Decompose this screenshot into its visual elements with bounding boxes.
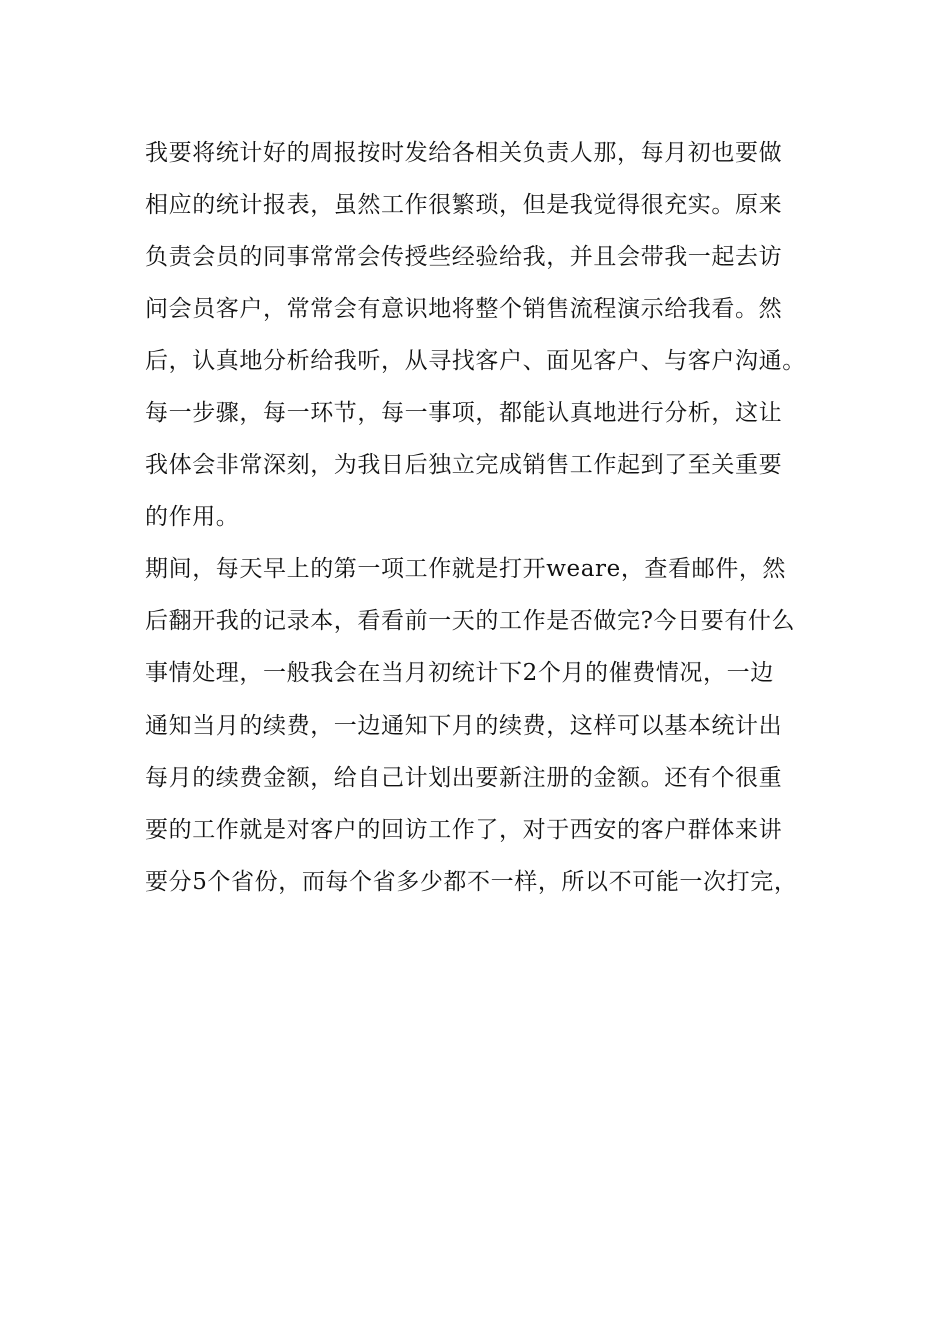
- text-line: 每月的续费金额，给自己计划出要新注册的金额。还有个很重: [145, 764, 783, 791]
- document-body: [145, 127, 835, 908]
- text-line: 要的工作就是对客户的回访工作了，对于西安的客户群体来讲: [145, 816, 783, 843]
- text-line: 负责会员的同事常常会传授些经验给我，并且会带我一起去访: [145, 244, 783, 271]
- text-line: 期间，每天早上的第一项工作就是打开weare，查看邮件，然: [145, 556, 787, 583]
- text-line: 我要将统计好的周报按时发给各相关负责人那，每月初也要做: [145, 140, 783, 166]
- text-line: 要分5个省份，而每个省多少都不一样，所以不可能一次打完，: [145, 868, 798, 895]
- text-line: 后翻开我的记录本，看看前一天的工作是否做完?今日要有什么: [145, 608, 796, 635]
- text-line: 相应的统计报表，虽然工作很繁琐，但是我觉得很充实。原来: [145, 192, 783, 219]
- text-line: 事情处理，一般我会在当月初统计下2个月的催费情况，一边: [145, 660, 774, 687]
- text-line: 后，认真地分析给我听，从寻找客户、面见客户、与客户沟通。: [145, 348, 806, 375]
- text-line: 通知当月的续费，一边通知下月的续费，这样可以基本统计出: [145, 712, 783, 739]
- text-line: 问会员客户，常常会有意识地将整个销售流程演示给我看。然: [145, 296, 783, 323]
- text-line: 的作用。: [145, 504, 240, 531]
- text-line: 每一步骤，每一环节，每一事项，都能认真地进行分析，这让: [145, 400, 783, 427]
- text-line: 我体会非常深刻，为我日后独立完成销售工作起到了至关重要: [145, 452, 783, 479]
